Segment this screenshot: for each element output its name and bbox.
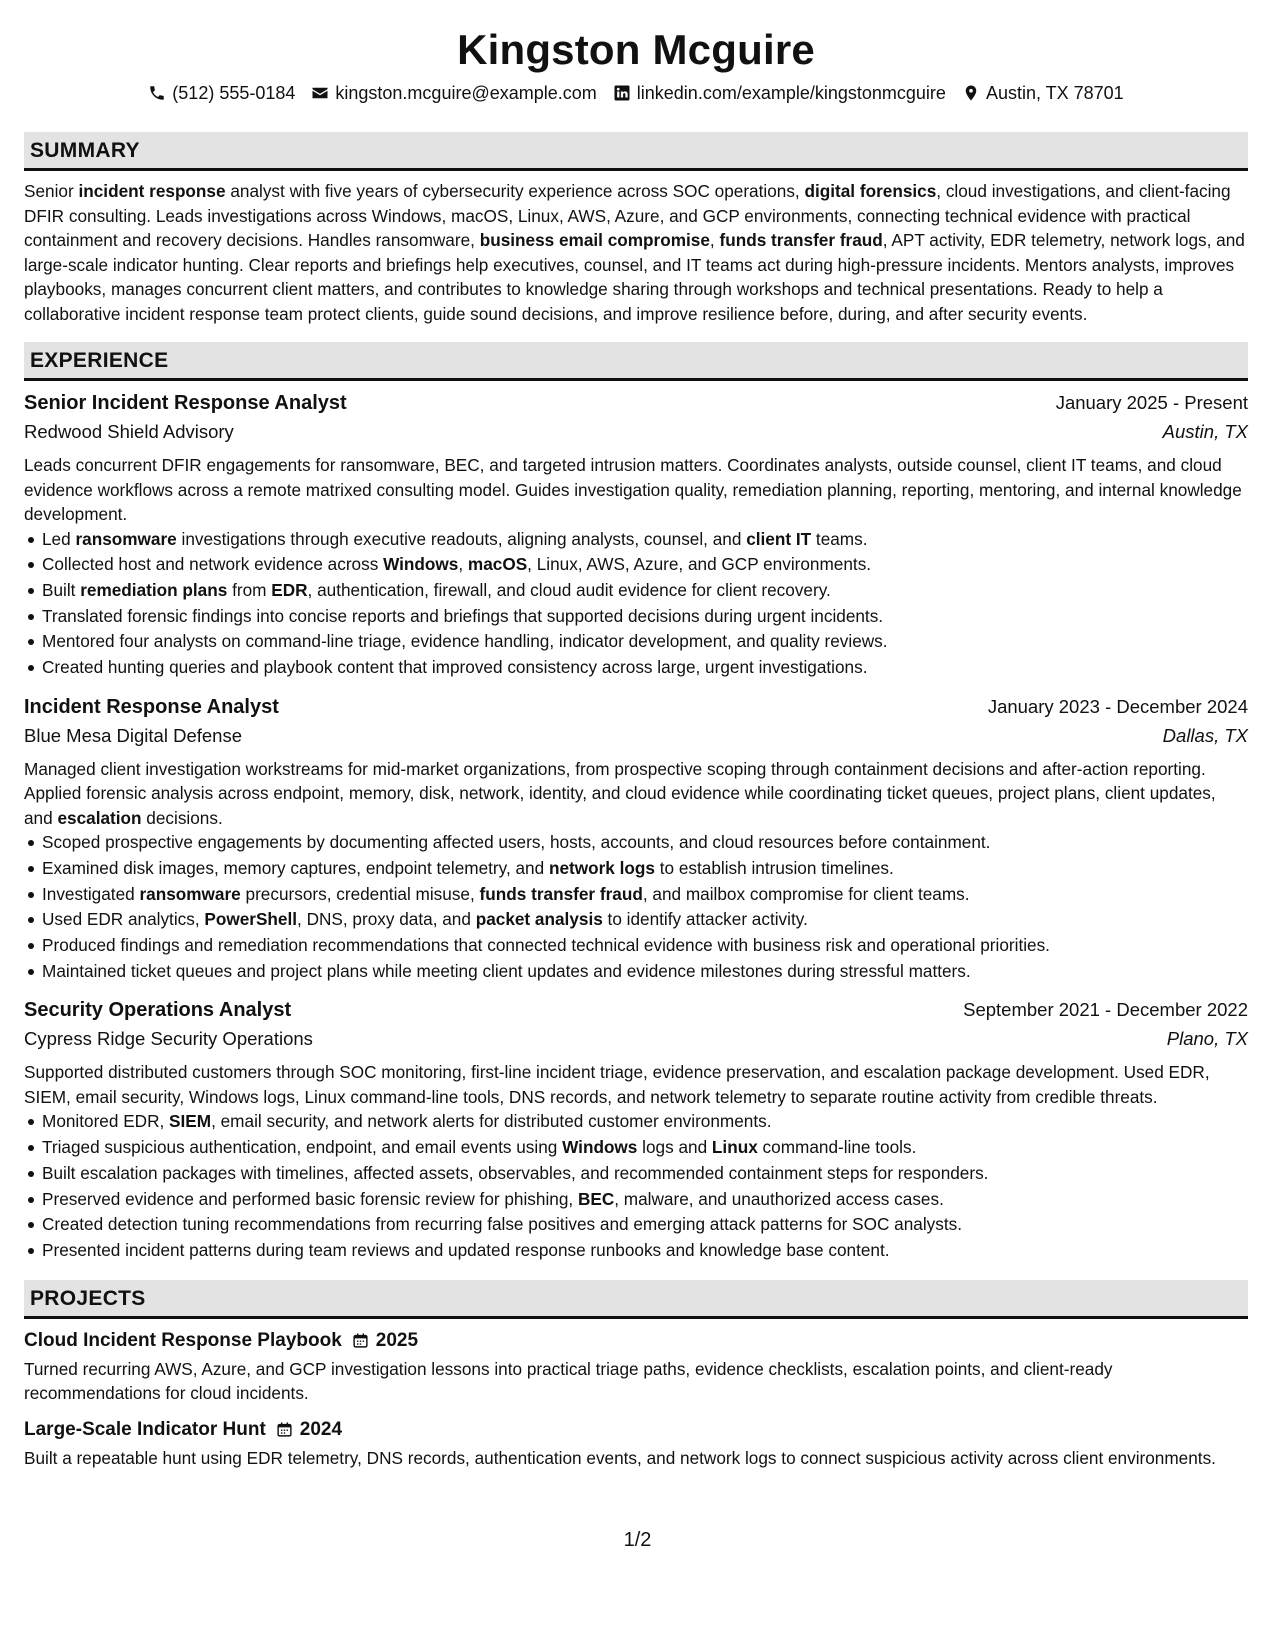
contact-phone[interactable] (148, 82, 295, 104)
linkedin-icon (613, 84, 631, 102)
text-run: , cloud investigations, and client-facing DFIR consulting. Leads investigations across Windows, macOS, Linux, AWS, Azure, and GCP environments, connecting technical evidence with practical containment and recovery decisions. Handles ransomware, (24, 181, 1231, 250)
text-run: , and mailbox compromise for client teams. (642, 883, 970, 904)
bullet-item (42, 655, 1248, 681)
bold-keyword: BEC (577, 1188, 615, 1209)
job-company: Cypress Ridge Security Operations (24, 1028, 313, 1050)
project-title: Large-Scale Indicator Hunt (24, 1418, 266, 1440)
calendar-icon (352, 1332, 369, 1349)
job-title: Senior Incident Response Analyst (24, 392, 347, 414)
bullet-item (42, 629, 1248, 655)
bold-keyword: ransomware (75, 528, 177, 549)
text-run: Created detection tuning recommendations from recurring false positives and emerging attack patterns for SOC analysts. (42, 1214, 962, 1235)
text-run: investigations through executive readouts, aligning analysts, counsel, and (176, 528, 747, 549)
bullet-item (42, 1238, 1248, 1264)
bold-keyword: remediation plans (80, 579, 228, 600)
contact-location (962, 82, 1124, 104)
project-description: Turned recurring AWS, Azure, and GCP investigation lessons into practical triage paths, evidence checklists, escalation points, and client-ready recommendations for cloud incidents. (24, 1358, 1113, 1404)
job-bullets (24, 527, 1248, 681)
text-run: to identify attacker activity. (602, 909, 808, 930)
bold-keyword: business email compromise (479, 230, 710, 250)
section-heading-projects: PROJECTS (24, 1280, 1248, 1319)
text-run: Used EDR analytics, (42, 909, 205, 930)
bullet-item (42, 907, 1248, 933)
bold-keyword: EDR (271, 579, 308, 600)
bullet-item (42, 1212, 1248, 1238)
candidate-name: Kingston Mcguire (457, 26, 815, 73)
bullet-item (42, 552, 1248, 578)
project-entry (24, 1327, 1248, 1406)
job-description (24, 1060, 1248, 1109)
contact-linkedin[interactable] (613, 82, 946, 104)
job-dates: January 2025 - Present (1055, 392, 1248, 413)
job-description (24, 453, 1248, 527)
job-dates: September 2021 - December 2022 (963, 999, 1248, 1021)
job-entry (24, 996, 1248, 1263)
job-entry (24, 693, 1248, 985)
project-title: Cloud Incident Response Playbook (24, 1329, 342, 1351)
bold-keyword: PowerShell (204, 909, 298, 930)
text-run: Examined disk images, memory captures, endpoint telemetry, and (42, 857, 549, 878)
bullet-item (42, 856, 1248, 882)
bullet-item (42, 604, 1248, 630)
section-heading-summary: SUMMARY (24, 132, 1248, 171)
page-number: 1/2 (623, 1529, 652, 1551)
phone-text: (512) 555-0184 (172, 83, 296, 103)
job-location: Plano, TX (1166, 1028, 1248, 1050)
text-run: Triaged suspicious authentication, endpoint, and email events using (42, 1137, 563, 1158)
bold-keyword: macOS (467, 554, 528, 575)
text-run: Built (42, 579, 81, 600)
job-company: Redwood Shield Advisory (24, 421, 234, 442)
text-run: Leads concurrent DFIR engagements for ransomware, BEC, and targeted intrusion matters. Coordinates analysts, outside counsel, client IT teams, and cloud evidence workflows across a remote matrixed consulting model. Guides investigation quality, remediation planning, reporting, mentoring, and internal knowledge development. (24, 455, 1242, 524)
bullet-item (42, 527, 1248, 553)
bold-keyword: funds transfer fraud (479, 883, 643, 904)
bold-keyword: digital forensics (804, 181, 937, 201)
text-run: Translated forensic findings into concise reports and briefings that supported decisions during urgent incidents. (42, 605, 884, 626)
bold-keyword: client IT (746, 528, 812, 549)
text-run: , (709, 230, 720, 250)
job-bullets (24, 1109, 1248, 1263)
text-run: Presented incident patterns during team reviews and updated response runbooks and knowledge base content. (42, 1239, 890, 1260)
bullet-item (42, 882, 1248, 908)
text-run: , malware, and unauthorized access cases. (614, 1188, 944, 1209)
job-entry (24, 389, 1248, 681)
bullet-item (42, 1187, 1248, 1213)
linkedin-text: linkedin.com/example/kingstonmcguire (636, 83, 946, 103)
project-date (352, 1330, 418, 1352)
text-run: decisions. (141, 807, 223, 828)
text-run: Investigated (42, 883, 140, 904)
project-year: 2024 (299, 1418, 343, 1440)
project-date (276, 1419, 342, 1441)
bullet-item (42, 1135, 1248, 1161)
text-run: Mentored four analysts on command-line triage, evidence handling, indicator development, and quality reviews. (42, 631, 888, 652)
project-entry (24, 1416, 1248, 1471)
section-heading-experience: EXPERIENCE (24, 342, 1248, 381)
text-run: Monitored EDR, (42, 1111, 170, 1132)
text-run: from (227, 579, 272, 600)
bold-keyword: escalation (57, 807, 142, 828)
bullet-item (42, 1161, 1248, 1187)
job-company: Blue Mesa Digital Defense (24, 724, 242, 746)
bullet-item (42, 1109, 1248, 1135)
text-run: Produced findings and remediation recommendations that connected technical evidence with business risk and operational priorities. (42, 935, 1050, 956)
contact-bar (24, 82, 1248, 104)
bold-keyword: incident response (78, 181, 226, 201)
text-run: Maintained ticket queues and project plans while meeting client updates and evidence milestones during stressful matters. (42, 960, 971, 981)
bold-keyword: network logs (548, 857, 655, 878)
projects-section (24, 1280, 1248, 1471)
bold-keyword: packet analysis (475, 909, 603, 930)
text-run: precursors, credential misuse, (240, 883, 480, 904)
bold-keyword: Windows (383, 554, 459, 575)
job-bullets (24, 830, 1248, 984)
text-run: Supported distributed customers through SOC monitoring, first-line incident triage, evidence preservation, and escalation package development. Used EDR, SIEM, email security, Windows logs, Linux command-line tools, DNS records, and network telemetry to separate routine activity from credible threats. (24, 1062, 1210, 1107)
bold-keyword: SIEM (169, 1111, 212, 1132)
text-run: Built escalation packages with timelines, affected assets, observables, and recommended containment steps for responders. (42, 1162, 989, 1183)
project-year: 2025 (375, 1329, 419, 1351)
bullet-item (42, 830, 1248, 856)
project-description: Built a repeatable hunt using EDR telemetry, DNS records, authentication events, and network logs to connect suspicious activity across client environments. (24, 1447, 1216, 1468)
text-run: Collected host and network evidence across (42, 554, 384, 575)
location-pin-icon (962, 84, 980, 102)
text-run: Preserved evidence and performed basic forensic review for phishing, (42, 1188, 578, 1209)
job-location: Dallas, TX (1162, 724, 1248, 746)
text-run: to establish intrusion timelines. (654, 857, 894, 878)
contact-email[interactable] (311, 82, 596, 104)
email-text: kingston.mcguire@example.com (335, 83, 597, 103)
bold-keyword: ransomware (139, 883, 241, 904)
text-run: Scoped prospective engagements by documenting affected users, hosts, accounts, and cloud resources before containment. (42, 832, 991, 853)
bold-keyword: Windows (562, 1137, 638, 1158)
job-title: Incident Response Analyst (24, 695, 279, 718)
calendar-icon (276, 1421, 293, 1438)
text-run: Senior (24, 181, 79, 201)
bullet-item (42, 933, 1248, 959)
text-run: Led (42, 528, 76, 549)
resume-page (24, 24, 1248, 1470)
text-run: , (458, 554, 468, 575)
location-text: Austin, TX 78701 (985, 83, 1124, 103)
text-run: Created hunting queries and playbook content that improved consistency across large, urgent investigations. (42, 657, 868, 678)
job-description (24, 757, 1248, 831)
bullet-item (42, 959, 1248, 985)
bullet-item (42, 578, 1248, 604)
text-run: , authentication, firewall, and cloud audit evidence for client recovery. (307, 579, 831, 600)
bold-keyword: funds transfer fraud (719, 230, 883, 250)
text-run: , DNS, proxy data, and (297, 909, 476, 930)
text-run: , Linux, AWS, Azure, and GCP environments. (527, 554, 872, 575)
job-location: Austin, TX (1162, 421, 1248, 442)
text-run: analyst with five years of cybersecurity experience across SOC operations, (225, 181, 805, 201)
text-run: Managed client investigation workstreams for mid-market organizations, from prospective scoping through containment decisions and after-action reporting. Applied forensic analysis across endpoint, memory, disk, network, identity, and cloud evidence while coordinating ticket queues, project plans, client updates, and (24, 758, 1216, 828)
text-run: command-line tools. (757, 1137, 917, 1158)
text-run: logs and (637, 1137, 712, 1158)
job-dates: January 2023 - December 2024 (987, 695, 1248, 717)
text-run: teams. (811, 528, 868, 549)
experience-section (24, 342, 1248, 1264)
text-run: , email security, and network alerts for distributed customer environments. (211, 1111, 772, 1132)
envelope-icon (311, 84, 329, 102)
job-title: Security Operations Analyst (24, 999, 292, 1022)
bold-keyword: Linux (711, 1137, 758, 1158)
text-run: , APT activity, EDR telemetry, network logs, and large-scale indicator hunting. Clear reports and briefings help executives, counsel, and IT teams act during high-pressure incidents. Mentors analysts, improves playbooks, manages concurrent client matters, and contributes to knowledge sharing through workshops and technical presentations. Ready to help a collaborative incident response team protect clients, guide sound decisions, and improve resilience before, during, and after security events. (24, 230, 1245, 324)
summary-section (24, 132, 1248, 326)
summary-text (24, 179, 1248, 326)
phone-icon (148, 84, 166, 102)
